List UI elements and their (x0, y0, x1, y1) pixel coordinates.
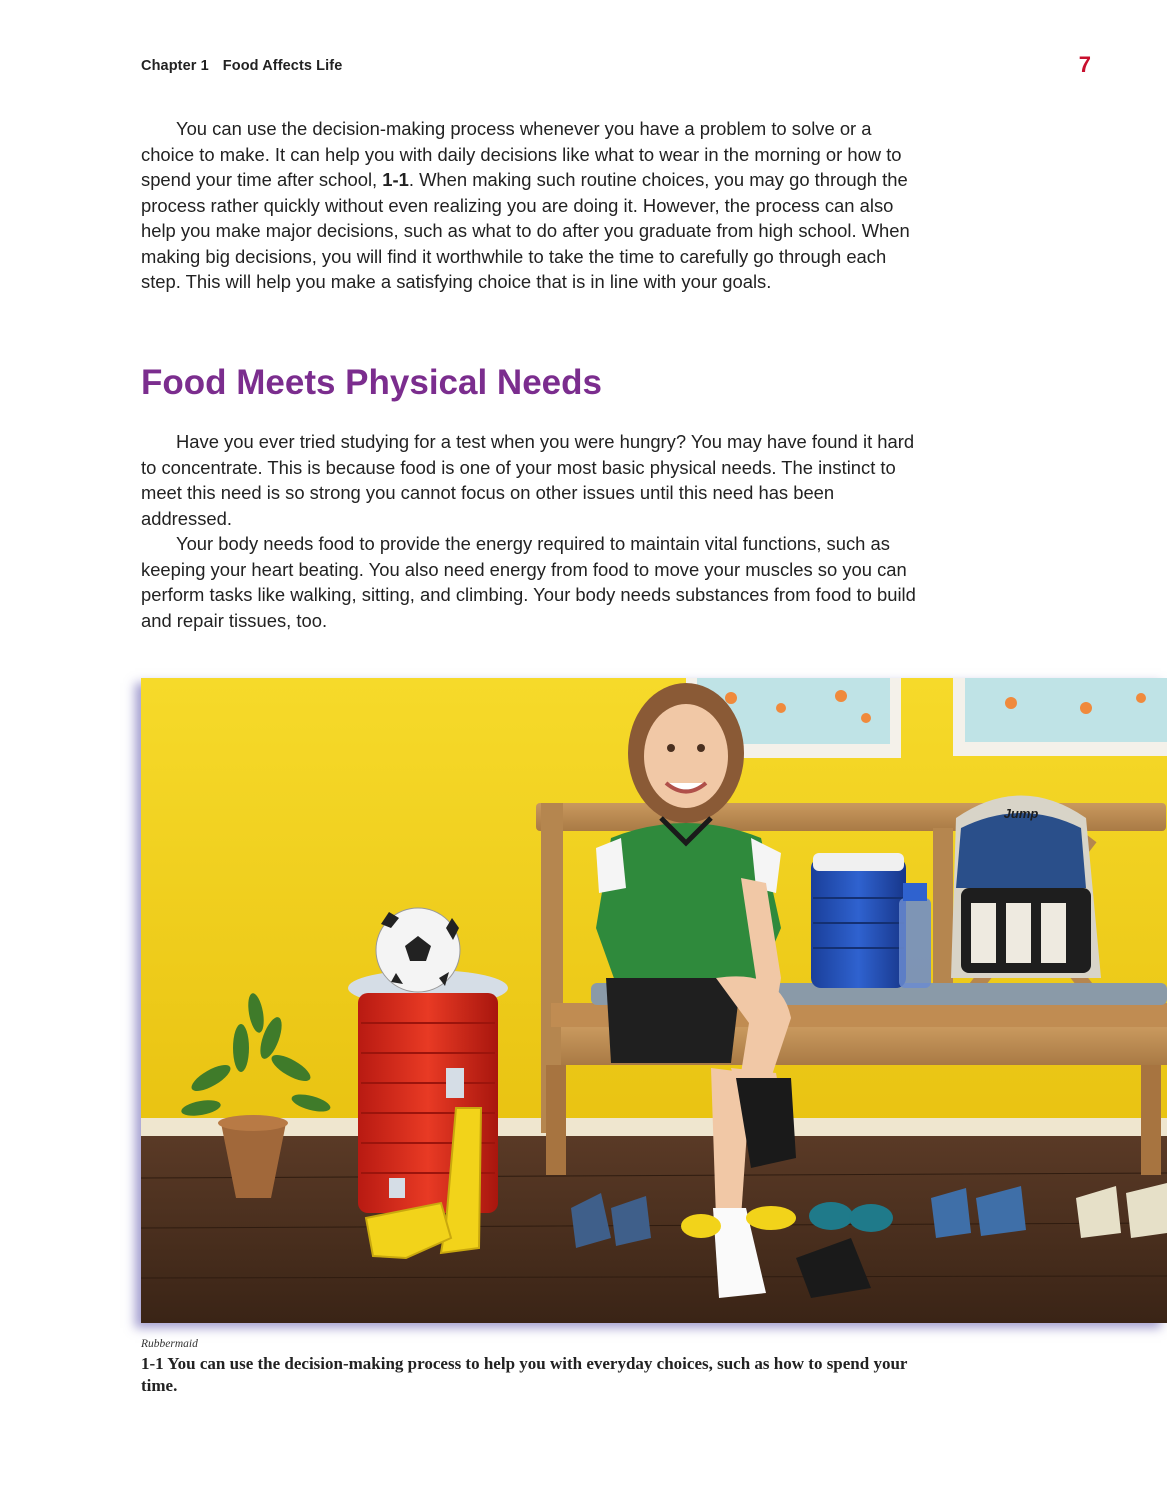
intro-text-after: . When making such routine choices, you may go through the process rather quickly without even realizing you are doing it. However, the process can also help you make major decisions, such as what to do after you graduate from high school. When making big decisions, you will find it worthwhile to take the time to carefully go through each step. This will help you make a satisfying choice that is in line with your goals. (141, 169, 910, 292)
backpack-brand-label: Jump (1003, 806, 1039, 821)
intro-text-before: You can use the decision-making process whenever you have a problem to solve or a choice to make. It can help you with daily decisions like what to wear in the morning or how to spend your time after school, (141, 118, 902, 190)
page-number: 7 (1078, 52, 1091, 77)
backpack (951, 796, 1101, 979)
section-paragraph-2: Your body needs food to provide the energy required to maintain vital functions, such as keeping your heart beating. You also need energy from food to move your muscles so you can perform tasks like walking, sitting, and climbing. Your body needs substances from food to build and repair tissues, too. (141, 533, 916, 631)
chapter-label: Chapter 1 (141, 58, 209, 74)
photo-credit: Rubbermaid (141, 1338, 198, 1350)
figure-photo (141, 678, 1167, 1323)
chapter-title: Food Affects Life (222, 58, 343, 74)
figure-reference: 1-1 (382, 169, 409, 190)
red-water-cooler (348, 970, 508, 1213)
section-heading: Food Meets Physical Needs (141, 363, 602, 402)
intro-paragraph (141, 116, 923, 295)
figure-caption: 1-1 You can use the decision-making process to help you with everyday choices, such as how to spend your time. (141, 1354, 908, 1395)
framed-picture-right (953, 678, 1167, 756)
section-body (141, 429, 923, 633)
running-head (141, 58, 342, 74)
soccer-ball (376, 908, 460, 992)
section-paragraph-1: Have you ever tried studying for a test when you were hungry? You may have found it hard to concentrate. This is because food is one of your most basic physical needs. The instinct to meet this need is so strong you cannot focus on other issues until this need has been addressed. (141, 431, 915, 529)
